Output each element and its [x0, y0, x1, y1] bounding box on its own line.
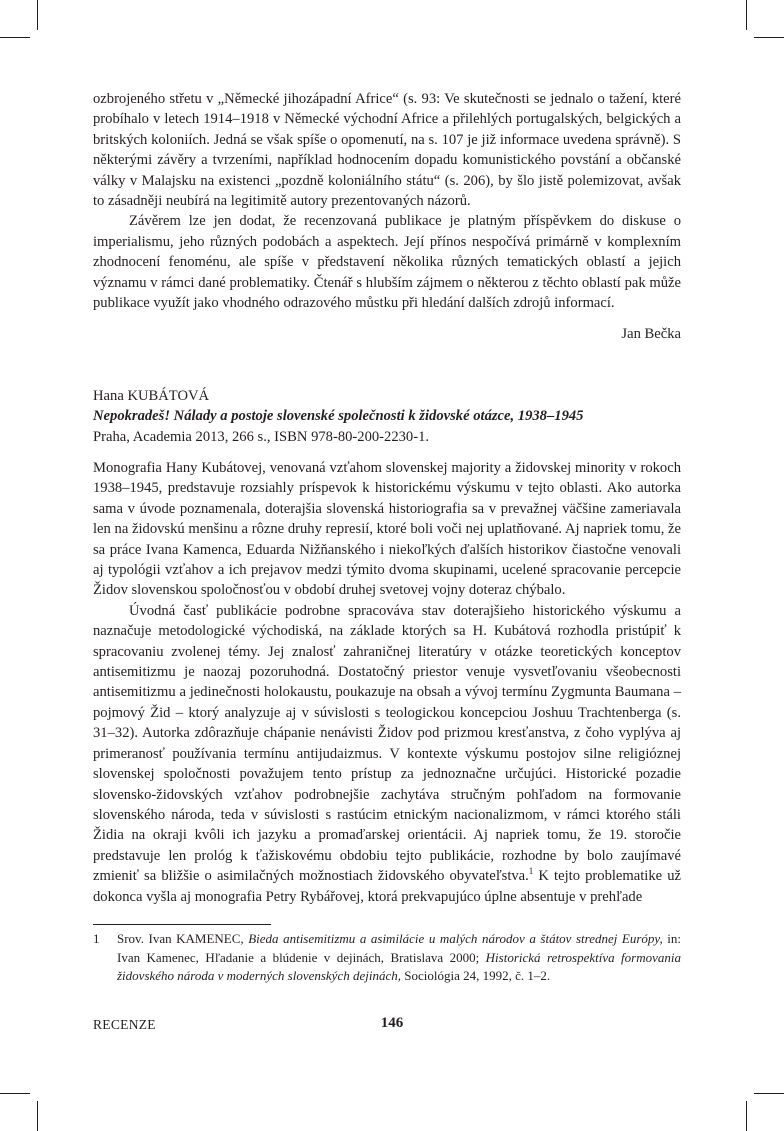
crop-mark-bottom-left — [37, 1101, 38, 1131]
book-author-last: KUBÁTOVÁ — [127, 388, 210, 404]
footnote-text-part: in: Ivan Kamenec, Hľadanie a blúdenie v dejinách, Bratislava 2000; — [117, 931, 681, 965]
crop-mark-bottom-right — [746, 1101, 747, 1131]
footnote-text — [117, 930, 681, 986]
footnote-italic-title: Bieda antisemitizmu a asimilácie u malých národov a štátov strednej Európy, — [248, 931, 663, 946]
crop-mark-top-right-h — [754, 37, 784, 38]
crop-mark-top-left — [37, 0, 38, 30]
review-paragraph — [93, 601, 681, 907]
crop-mark-bottom-right-h — [754, 1093, 784, 1094]
crop-mark-top-left-h — [0, 37, 30, 38]
footnote-divider — [93, 924, 271, 925]
footnote-number: 1 — [93, 931, 100, 946]
footnote — [93, 930, 681, 986]
page-number: 146 — [380, 1015, 404, 1031]
book-title: Nepokradeš! Nálady a postoje slovenské společnosti k židovské otázce, 1938–1945 — [93, 408, 584, 425]
crop-mark-top-right — [746, 0, 747, 30]
footnote-italic-title: Historická retrospektíva formovania židovského národa v moderných slovenských dejinách, — [117, 949, 681, 983]
footnote-reference[interactable]: 1 — [528, 866, 534, 877]
book-author — [93, 386, 693, 406]
previous-review-paragraph: Závěrem lze jen dodat, že recenzovaná publikace je platným příspěvkem do diskuse o imperialismu, jeho různých podobách a aspektech. Její přínos nespočívá primárně v komplexním zhodnocení fenoménu, ale spíše v představení několika různých tematických oblastí a jejich významu v rámci dané problematiky. Čtenář s hlubším zájmem o některou z těchto oblastí pak může publikace využít jako vhodného odrazového můstku při hledání dalších zdrojů informací. — [93, 213, 681, 312]
previous-review-paragraph: ozbrojeného střetu v „Německé jihozápadní Africe“ (s. 93: Ve skutečnosti se jednalo o tažení, které probíhalo v letech 1914–1918 v Německé východní Africe a přilehlých portugalských, belgických a britských koloniích. Jedná se však spíše o opomenutí, na s. 107 je již informace uvedena správně). S některými závěry a tvrzeními, například hodnocením dopadu komunistického povstání a občanské války v Malajsku na existenci „pozdně koloniálního státu“ (s. 206), by šlo jistě polemizovat, avšak to zásadněji neubírá na legitimitě autory prezentovaných názorů. — [93, 91, 681, 210]
book-publication: Praha, Academia 2013, 266 s., ISBN 978-80-200-2230-1. — [93, 428, 430, 445]
review-paragraph-tail: K tejto problematike už dokonca vyšla aj monografia Petry Rybářovej, ktorá prekvapujúco úplne absentuje v prehľade — [93, 868, 681, 905]
review-header — [93, 386, 693, 447]
review-body — [93, 458, 681, 907]
running-footer-section: RECENZE — [93, 1017, 156, 1032]
footnote-text-part: Srov. Ivan KAMENEC, — [117, 931, 249, 946]
previous-review-text — [93, 89, 681, 313]
reviewer-signature: Jan Bečka — [621, 326, 681, 342]
crop-mark-bottom-left-h — [0, 1093, 30, 1094]
footnote-text-part: Sociológia 24, 1992, č. 1–2. — [401, 968, 551, 983]
review-paragraph: Monografia Hany Kubátovej, venovaná vzťahom slovenskej majority a židovskej minority v rokoch 1938–1945, predstavuje rozsiahly príspevok k historickému výskumu v tejto oblasti. Ako autorka sama v úvode poznamenala, doterajšia slovenská historiografia sa v prevažnej väčšine zameriavala len na židovskú menšinu a rôzne druhy represií, ktoré boli voči nej uplatňované. Aj napriek tomu, že sa práce Ivana Kamenca, Eduarda Nižňanského i niekoľkých ďalších historikov čiastočne venovali aj typológii vzťahov a ich prejavov medzi týmito dvoma skupinami, ucelené spracovanie percepcie Židov slovenskou spoločnosťou v období druhej svetovej vojny doteraz chýbalo. — [93, 460, 681, 599]
review-paragraph-text: Úvodná časť publikácie podrobne spracováva stav doterajšieho historického výskumu a naznačuje metodologické východiská, na základe ktorých sa H. Kubátová rozhodla pristúpiť k spracovaniu zvolenej témy. Jej znalosť zahraničnej literatúry v otázke teoretických konceptov antisemitizmu je naozaj pozoruhodná. Dostatočný priestor venuje vysvetľovaniu všeobecnosti antisemitizmu a jedinečnosti holokaustu, poukazuje na obsah a vývoj termínu Zygmunta Baumana – pojmový Žid – ktorý analyzuje aj v súvislosti s teologickou koncepciou Joshuu Trachtenberga (s. 31–32). Autorka zdôrazňuje chápanie nenávisti Židov pod prizmou kresťanstva, z čoho vyplýva aj primeranosť používania termínu antijudaizmus. V kontexte výskumu postojov silne religióznej slovenskej spoločnosti považujem tento prístup za jednoznačne určujúci. Historické pozadie slovensko-židovských vzťahov podrobnejšie zachytáva stručným pohľadom na formovanie slovenského národa, teda v súvislosti s rastúcim etnickým nacionalizmom, v rámci ktorého stáli Židia na okraji kvôli ich jazyku a promaďarskej orientácii. Aj napriek tomu, že 19. storočie predstavuje len prológ k ťažiskovému obdobiu tejto publikácie, rozhodne by bolo zaujímavé zmieniť sa bližšie o asimilačných možnostiach židovského obyvateľstva. — [93, 602, 681, 885]
book-author-first: Hana — [93, 388, 124, 404]
